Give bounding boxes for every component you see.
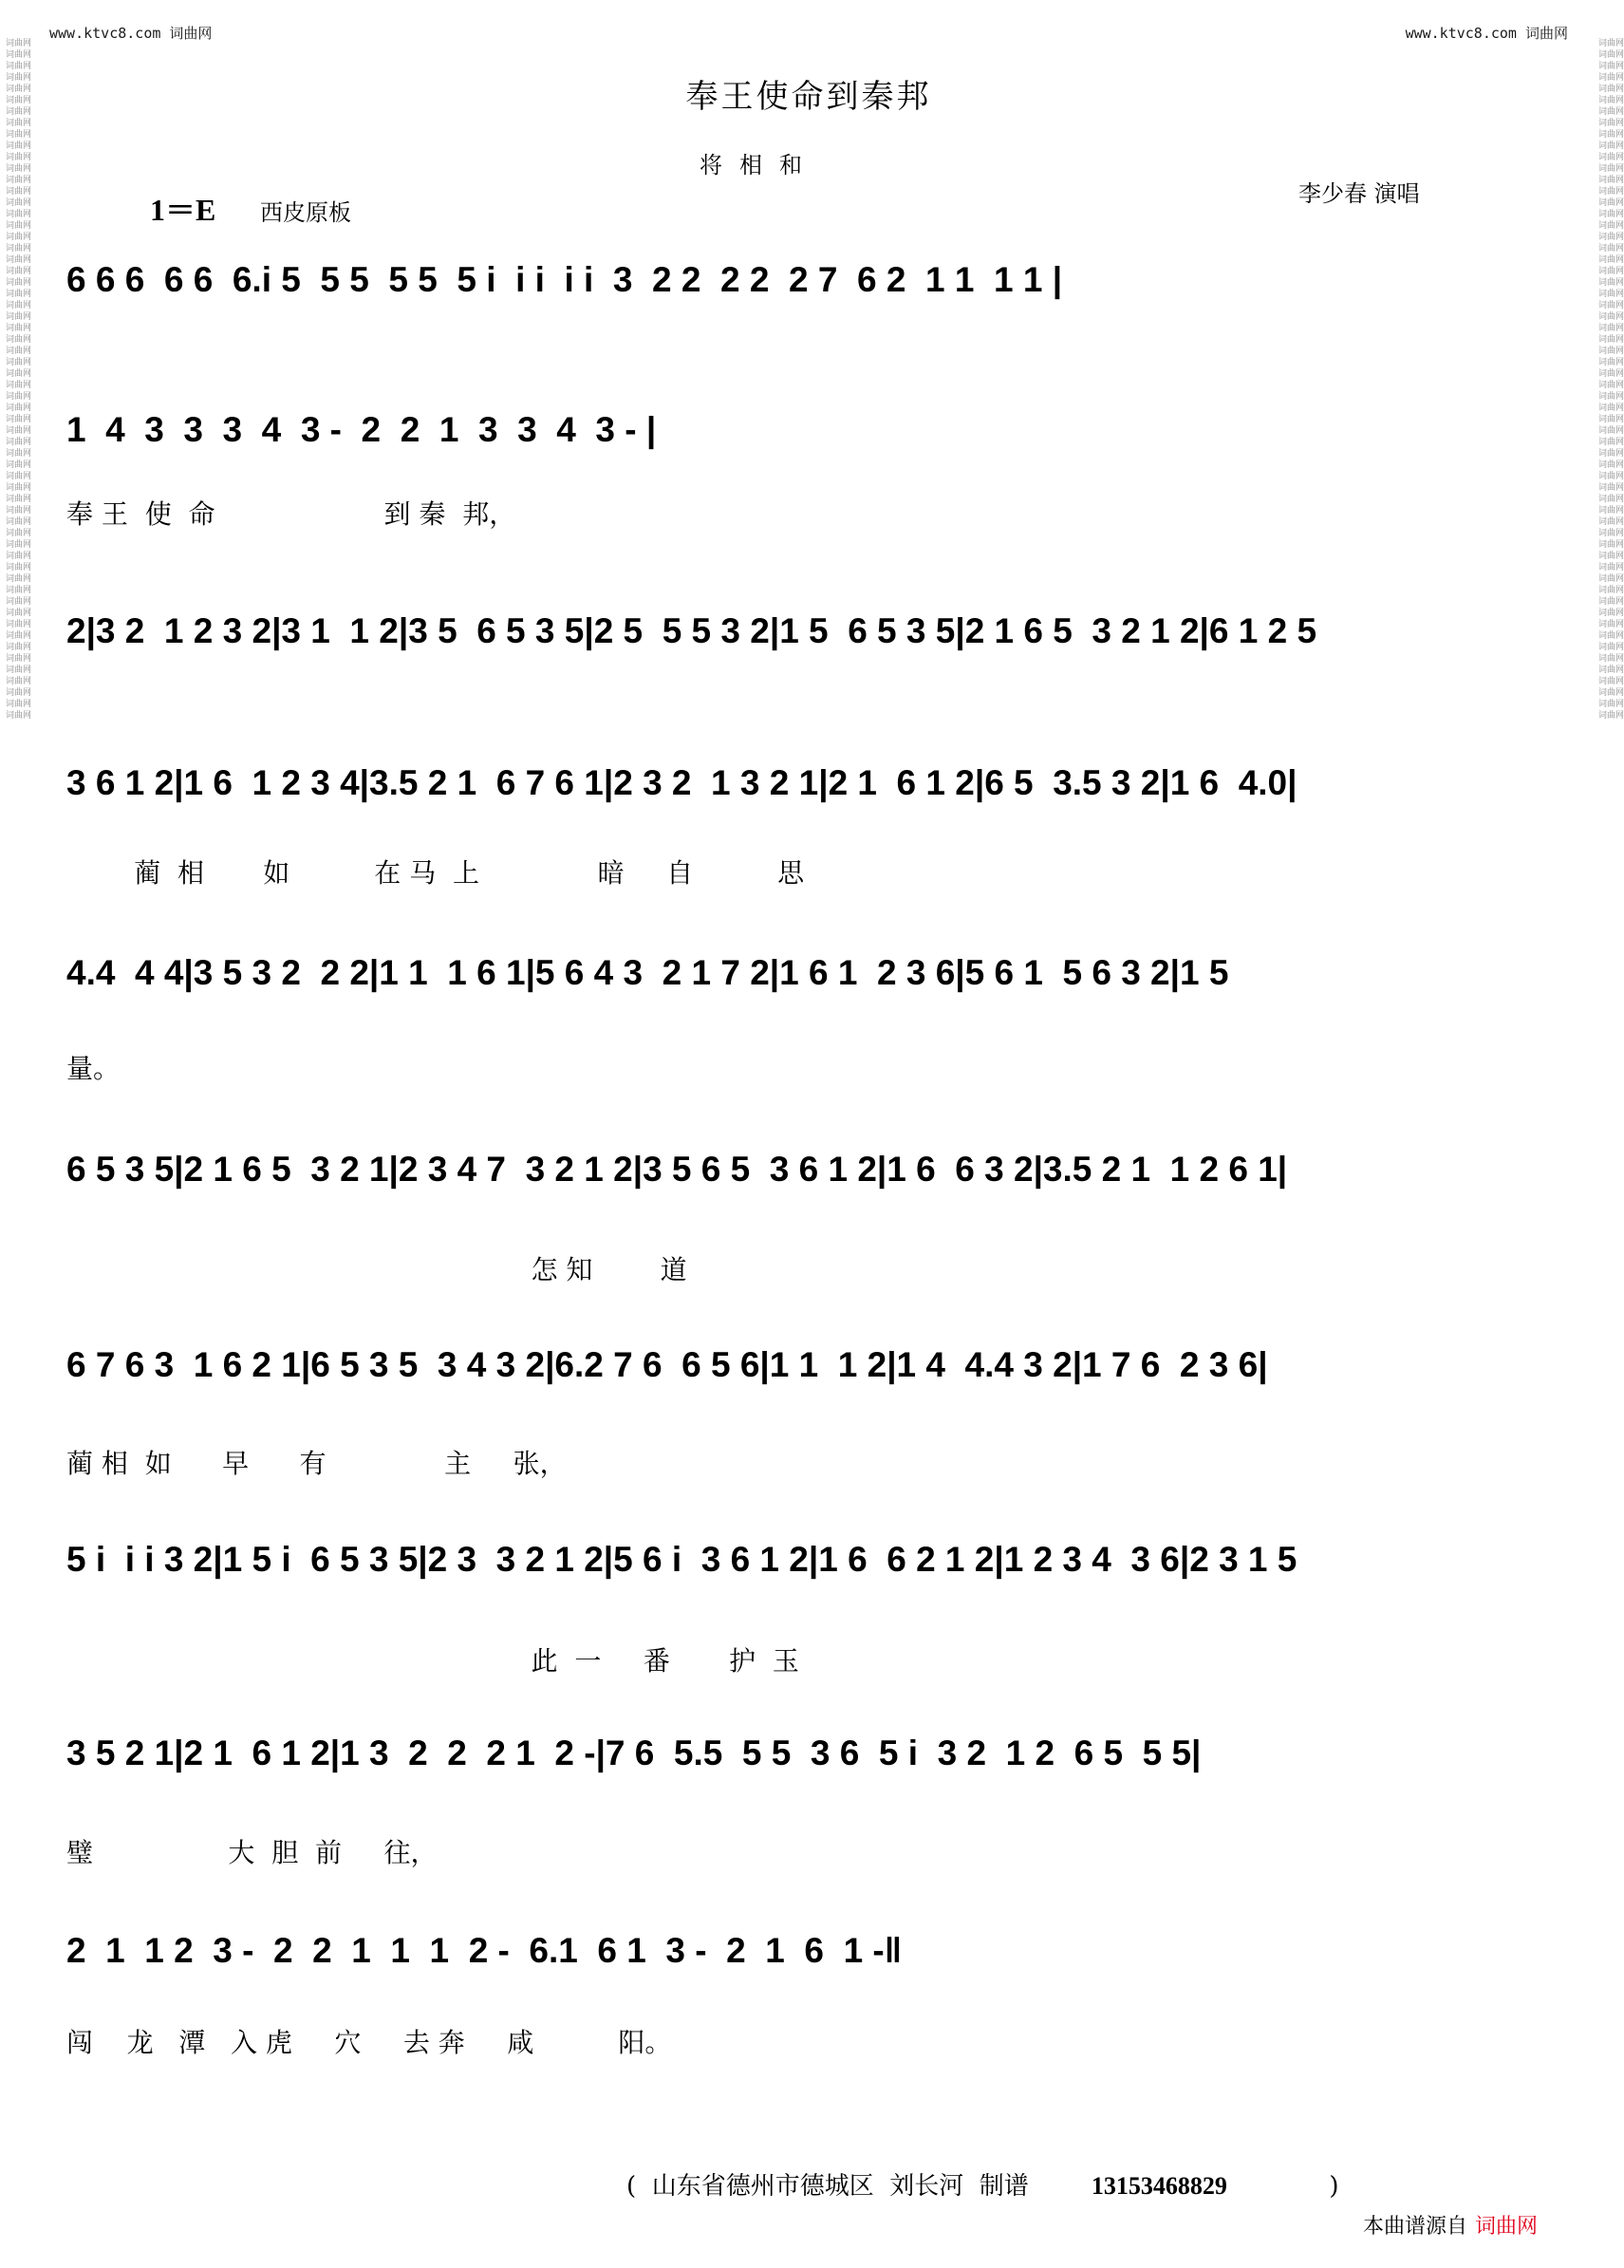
credit-phone: 13153468829 [1091,2172,1227,2200]
score-lyrics: 此 一 番 护 玉 [66,1645,799,1677]
watermark-left: www.ktvc8.com 词曲网 [49,25,213,42]
source-label: 本曲谱源自 [1363,2215,1468,2239]
score-lyrics: 闯 龙 潭 入 虎 穴 去 奔 咸 阳。 [66,2027,672,2058]
score-lyrics: 奉 王 使 命 到 秦 邦， [66,498,516,530]
score-lyrics: 蔺 相 如 在 马 上 暗 自 思 [66,857,805,889]
side-watermark-left: 词曲网 词曲网 词曲网 词曲网 词曲网 词曲网 词曲网 词曲网 词曲网 词曲网 词曲网 词曲网 词曲网 词曲网 词曲网 词曲网 词曲网 词曲网 词曲网 词曲网 词曲网 词曲网 词曲网 词曲网 词曲网 词曲网 词曲网 词曲网 词曲网 词曲网 词曲网 词曲网 词曲网 词曲网 词曲网 词曲网 词曲网 词曲网 词曲网 词曲网 词曲网 词曲网 词曲网 词曲网 词曲网 词曲网 词曲网 词曲网 词曲网 词曲网 词曲网 词曲网 词曲网 词曲网 词曲网 词曲网 词曲网 词曲网 词曲网 词曲网 [6,39,32,721]
score-lyrics: 蔺 相 如 早 有 主 张， [66,1448,567,1479]
score-row [66,1730,1553,1787]
score-row [66,256,1553,313]
score-notes: 3 6 1 2|1 6 1 2 3 4|3.5 2 1 6 7 6 1|2 3 2 1 3 2 1|2 1 6 1 2|6 5 3.5 3 2|1 6 4.0| [66,763,1297,802]
score-notes: 3 5 2 1|2 1 6 1 2|1 3 2 2 2 1 2 -|7 6 5.5 5 5 3 6 5 i 3 2 1 2 6 5 5 5| [66,1734,1202,1772]
key-signature: 1＝E [150,193,216,227]
score-lyrics: 量。 [66,1053,121,1084]
score-title: 奉王使命到秦邦 [685,78,932,116]
score-row [66,949,1553,1006]
score-lyrics: 怎 知 道 [66,1254,687,1285]
score-row [66,759,1553,816]
score-row [66,1146,1553,1203]
score-notes: 6 5 3 5|2 1 6 5 3 2 1|2 3 4 7 3 2 1 2|3 5 6 5 3 6 1 2|1 6 6 3 2|3.5 2 1 1 2 6 1| [66,1150,1288,1189]
arranger-credit [626,2166,1338,2202]
score-notes: 5 i i i 3 2|1 5 i 6 5 3 5|2 3 3 2 1 2|5 6 i 3 6 1 2|1 6 6 2 1 2|1 2 3 4 3 6|2 3 1 5 [66,1540,1297,1579]
score-row [66,1341,1553,1398]
score-notes: 6 7 6 3 1 6 2 1|6 5 3 5 3 4 3 2|6.2 7 6 6 5 6|1 1 1 2|1 4 4.4 3 2|1 7 6 2 3 6| [66,1345,1268,1384]
score-subtitle: 将相和 [700,152,819,178]
source-site: 词曲网 [1475,2215,1539,2239]
source-note [1363,2210,1538,2240]
score-notes: 2|3 2 1 2 3 2|3 1 1 2|3 5 6 5 3 5|2 5 5 5 3 2|1 5 6 5 3 5|2 1 6 5 3 2 1 2|6 1 2 5 [66,611,1317,650]
score-notes: 4.4 4 4|3 5 3 2 2 2|1 1 1 6 1|5 6 4 3 2 1 7 2|1 6 1 2 3 6|5 6 1 5 6 3 2|1 5 [66,953,1229,992]
score-notes: 2 1 1 2 3 - 2 2 1 1 1 2 - 6.1 6 1 3 - 2 1 6 1 -‖ [66,1931,903,1970]
credit-close: ) [1329,2172,1339,2201]
score-row [66,406,1553,463]
score-notes: 1 4 3 3 3 4 3 - 2 2 1 3 3 4 3 - | [66,410,657,449]
score-row [66,1536,1553,1593]
credit-text: 山东省德州市德城区 刘长河 制谱 [651,2172,1029,2201]
score-row [66,1927,1553,1984]
side-watermark-right: 词曲网 词曲网 词曲网 词曲网 词曲网 词曲网 词曲网 词曲网 词曲网 词曲网 词曲网 词曲网 词曲网 词曲网 词曲网 词曲网 词曲网 词曲网 词曲网 词曲网 词曲网 词曲网 词曲网 词曲网 词曲网 词曲网 词曲网 词曲网 词曲网 词曲网 词曲网 词曲网 词曲网 词曲网 词曲网 词曲网 词曲网 词曲网 词曲网 词曲网 词曲网 词曲网 词曲网 词曲网 词曲网 词曲网 词曲网 词曲网 词曲网 词曲网 词曲网 词曲网 词曲网 词曲网 词曲网 词曲网 词曲网 词曲网 词曲网 词曲网 [1598,39,1624,721]
score-lyrics: 璧 大 胆 前 往， [66,1837,438,1868]
credit-open: ( [626,2172,637,2201]
score-row [66,608,1553,665]
tempo-marking: 西皮原板 [260,199,351,226]
performer-credit: 李少春 演唱 [1298,180,1420,207]
watermark-right: www.ktvc8.com 词曲网 [1405,25,1568,42]
score-notes: 6 6 6 6 6 6.i 5 5 5 5 5 5 i i i i i 3 2 2 2 2 2 7 6 2 1 1 1 1 | [66,260,1063,299]
